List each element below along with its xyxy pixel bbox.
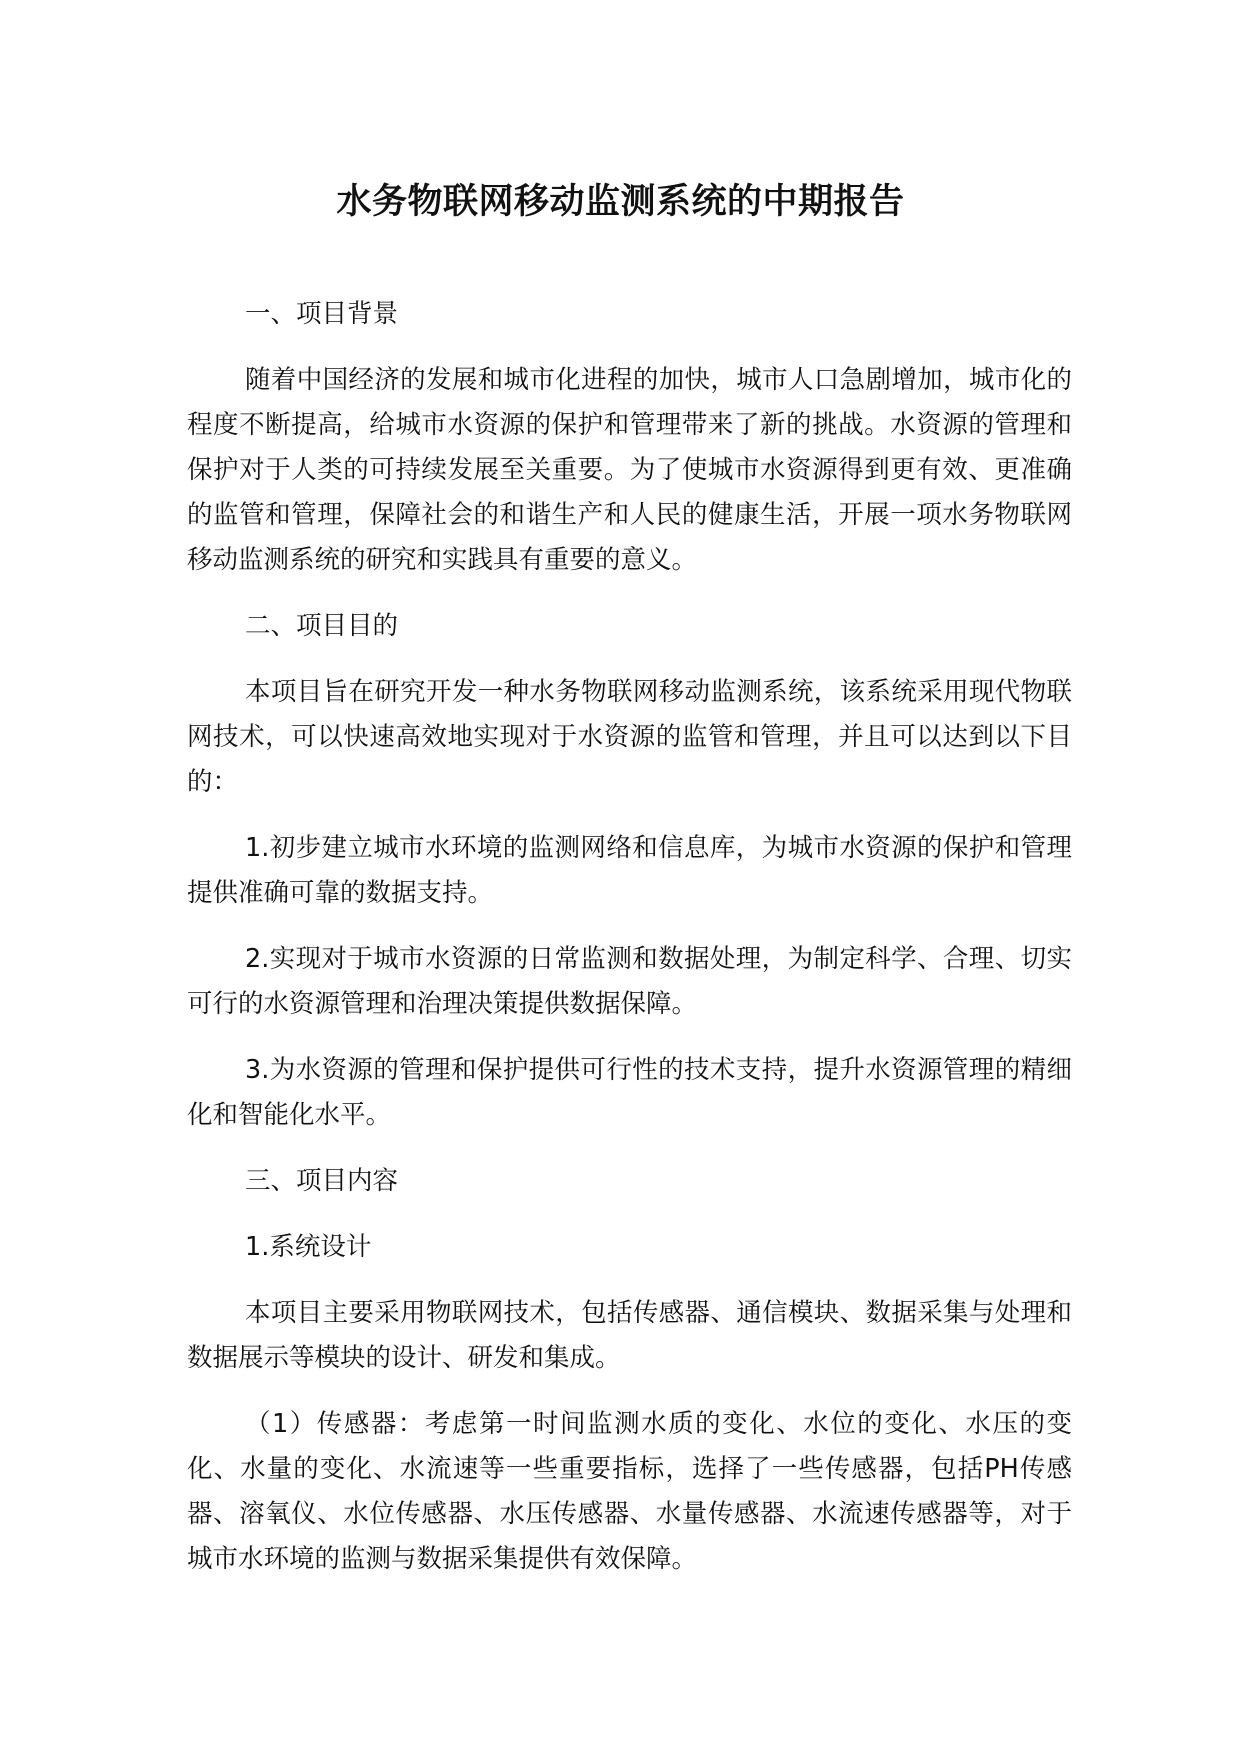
- section-heading-content: 三、项目内容: [245, 1166, 399, 1196]
- list-item-purpose-1: 1.初步建立城市水环境的监测网络和信息库，为城市水资源的保护和管理提供准确可靠的数据支持。: [187, 833, 1072, 908]
- section-heading-background: 一、项目背景: [245, 299, 399, 329]
- section-heading-purpose: 二、项目目的: [245, 611, 399, 641]
- list-item-purpose-3: 3.为水资源的管理和保护提供可行性的技术支持，提升水资源管理的精细化和智能化水平。: [187, 1055, 1072, 1130]
- paragraph-sensors: （1）传感器：考虑第一时间监测水质的变化、水位的变化、水压的变化、水量的变化、水流速等一些重要指标，选择了一些传感器，包括PH传感器、溶氧仪、水位传感器、水压传感器、水量传感器、水流速传感器等，对于城市水环境的监测与数据采集提供有效保障。: [187, 1409, 1072, 1574]
- list-item-purpose-2: 2.实现对于城市水资源的日常监测和数据处理，为制定科学、合理、切实可行的水资源管理和治理决策提供数据保障。: [187, 944, 1072, 1019]
- document-title: 水务物联网移动监测系统的中期报告: [336, 182, 905, 222]
- subheading-system-design: 1.系统设计: [245, 1232, 372, 1262]
- paragraph-purpose: 本项目旨在研究开发一种水务物联网移动监测系统，该系统采用现代物联网技术，可以快速高效地实现对于水资源的监管和管理，并且可以达到以下目的：: [187, 677, 1072, 797]
- document-body: [187, 292, 1072, 1603]
- paragraph-system-design: 本项目主要采用物联网技术，包括传感器、通信模块、数据采集与处理和数据展示等模块的设计、研发和集成。: [187, 1298, 1072, 1373]
- paragraph-background: 随着中国经济的发展和城市化进程的加快，城市人口急剧增加，城市化的程度不断提高，给城市水资源的保护和管理带来了新的挑战。水资源的管理和保护对于人类的可持续发展至关重要。为了使城市水资源得到更有效、更准确的监管和管理，保障社会的和谐生产和人民的健康生活，开展一项水务物联网移动监测系统的研究和实践具有重要的意义。: [187, 365, 1072, 575]
